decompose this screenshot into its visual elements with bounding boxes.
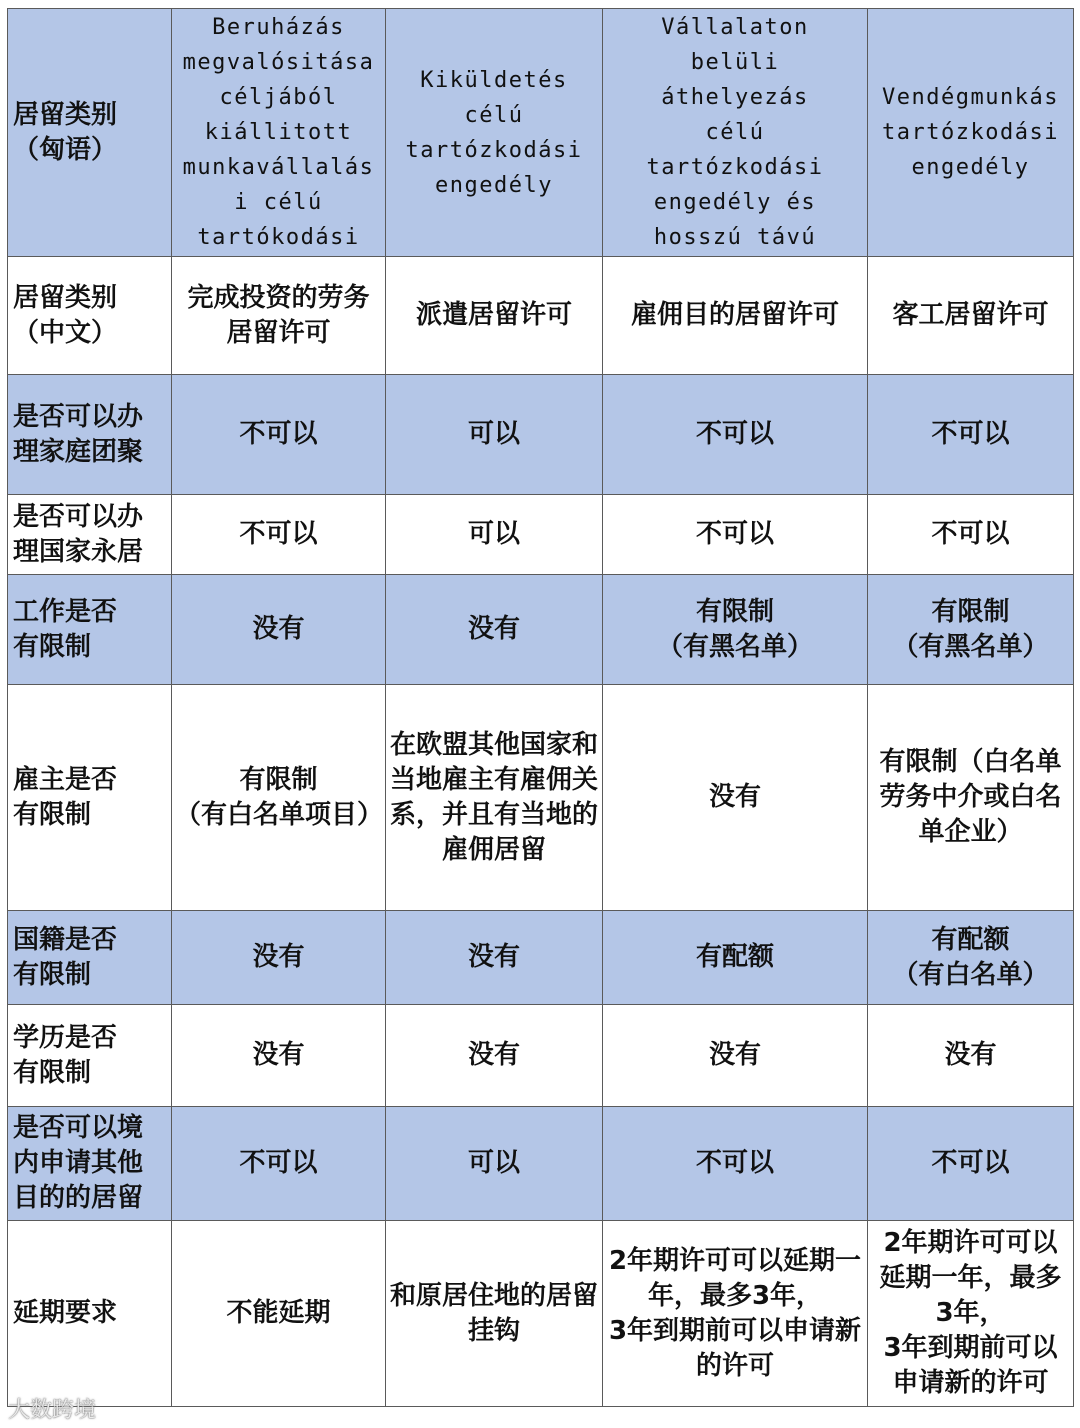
table-cell: 没有 — [386, 911, 603, 1005]
row-header: 学历是否 有限制 — [8, 1005, 172, 1107]
table-cell: 在欧盟其他国家和 当地雇主有雇佣关系，并且有当地的雇佣居留 — [386, 685, 603, 911]
table-cell: 不可以 — [172, 495, 386, 575]
row-header: 是否可以境内申请其他目的的居留 — [8, 1107, 172, 1221]
table-cell: 和原居住地的居留 挂钩 — [386, 1221, 603, 1407]
table-cell: 不可以 — [868, 375, 1074, 495]
row-family-reunion — [8, 375, 1074, 495]
table-cell: 不可以 — [603, 375, 868, 495]
table-cell: 没有 — [386, 1005, 603, 1107]
table-cell: 可以 — [386, 375, 603, 495]
row-header: 国籍是否 有限制 — [8, 911, 172, 1005]
cell-intra-transfer-permit: Vállalaton belüli áthelyezás célú tartózkodási engedély és hosszú távú — [603, 9, 868, 257]
residence-permit-comparison-table — [7, 8, 1074, 1407]
table-cell: 不可以 — [603, 1107, 868, 1221]
table-cell: 雇佣目的居留许可 — [603, 257, 868, 375]
table-cell: 客工居留许可 — [868, 257, 1074, 375]
table-cell: 可以 — [386, 495, 603, 575]
table-cell: 没有 — [603, 1005, 868, 1107]
table-cell: 完成投资的劳务 居留许可 — [172, 257, 386, 375]
cell-posting-permit: Kiküldetés célú tartózkodási engedély — [386, 9, 603, 257]
row-header: 雇主是否 有限制 — [8, 685, 172, 911]
row-category-hungarian — [8, 9, 1074, 257]
watermark: 大数跨境 — [8, 1398, 97, 1423]
table-cell: 没有 — [386, 575, 603, 685]
row-header: 居留类别 （匈语） — [8, 9, 172, 257]
row-header: 是否可以办理家庭团聚 — [8, 375, 172, 495]
row-employer-restriction — [8, 685, 1074, 911]
table-cell: 有限制 （有黑名单） — [868, 575, 1074, 685]
table-cell: 不可以 — [868, 1107, 1074, 1221]
table-cell: 没有 — [603, 685, 868, 911]
cell-guest-worker-permit: Vendégmunkás tartózkodási engedély — [868, 9, 1074, 257]
table-cell: 有限制 （有黑名单） — [603, 575, 868, 685]
table-cell: 2年期许可可以延期一年，最多3年， 3年到期前可以申请新的许可 — [868, 1221, 1074, 1407]
row-header: 居留类别 （中文） — [8, 257, 172, 375]
table-cell: 有配额 — [603, 911, 868, 1005]
row-domestic-application — [8, 1107, 1074, 1221]
table-cell: 不可以 — [868, 495, 1074, 575]
table-cell: 有限制 （有白名单项目） — [172, 685, 386, 911]
row-header: 延期要求 — [8, 1221, 172, 1407]
table-cell: 不能延期 — [172, 1221, 386, 1407]
row-work-restriction — [8, 575, 1074, 685]
table-cell: 不可以 — [172, 1107, 386, 1221]
row-extension-requirement — [8, 1221, 1074, 1407]
table-cell: 没有 — [868, 1005, 1074, 1107]
row-nationality-restriction — [8, 911, 1074, 1005]
table-cell: 有限制（白名单劳务中介或白名单企业） — [868, 685, 1074, 911]
cell-investment-permit: Beruházás megvalósitása céljából kiállitott munkavállalás i célú tartókodási — [172, 9, 386, 257]
table-cell: 可以 — [386, 1107, 603, 1221]
table-cell: 没有 — [172, 575, 386, 685]
table-cell: 没有 — [172, 1005, 386, 1107]
table-cell: 不可以 — [603, 495, 868, 575]
table-cell: 没有 — [172, 911, 386, 1005]
table-cell: 2年期许可可以延期一年，最多3年， 3年到期前可以申请新的许可 — [603, 1221, 868, 1407]
row-header: 工作是否 有限制 — [8, 575, 172, 685]
table-cell: 有配额 （有白名单） — [868, 911, 1074, 1005]
table-cell: 派遣居留许可 — [386, 257, 603, 375]
table-cell: 不可以 — [172, 375, 386, 495]
row-education-restriction — [8, 1005, 1074, 1107]
row-header: 是否可以办理国家永居 — [8, 495, 172, 575]
row-category-chinese — [8, 257, 1074, 375]
row-permanent-residence — [8, 495, 1074, 575]
